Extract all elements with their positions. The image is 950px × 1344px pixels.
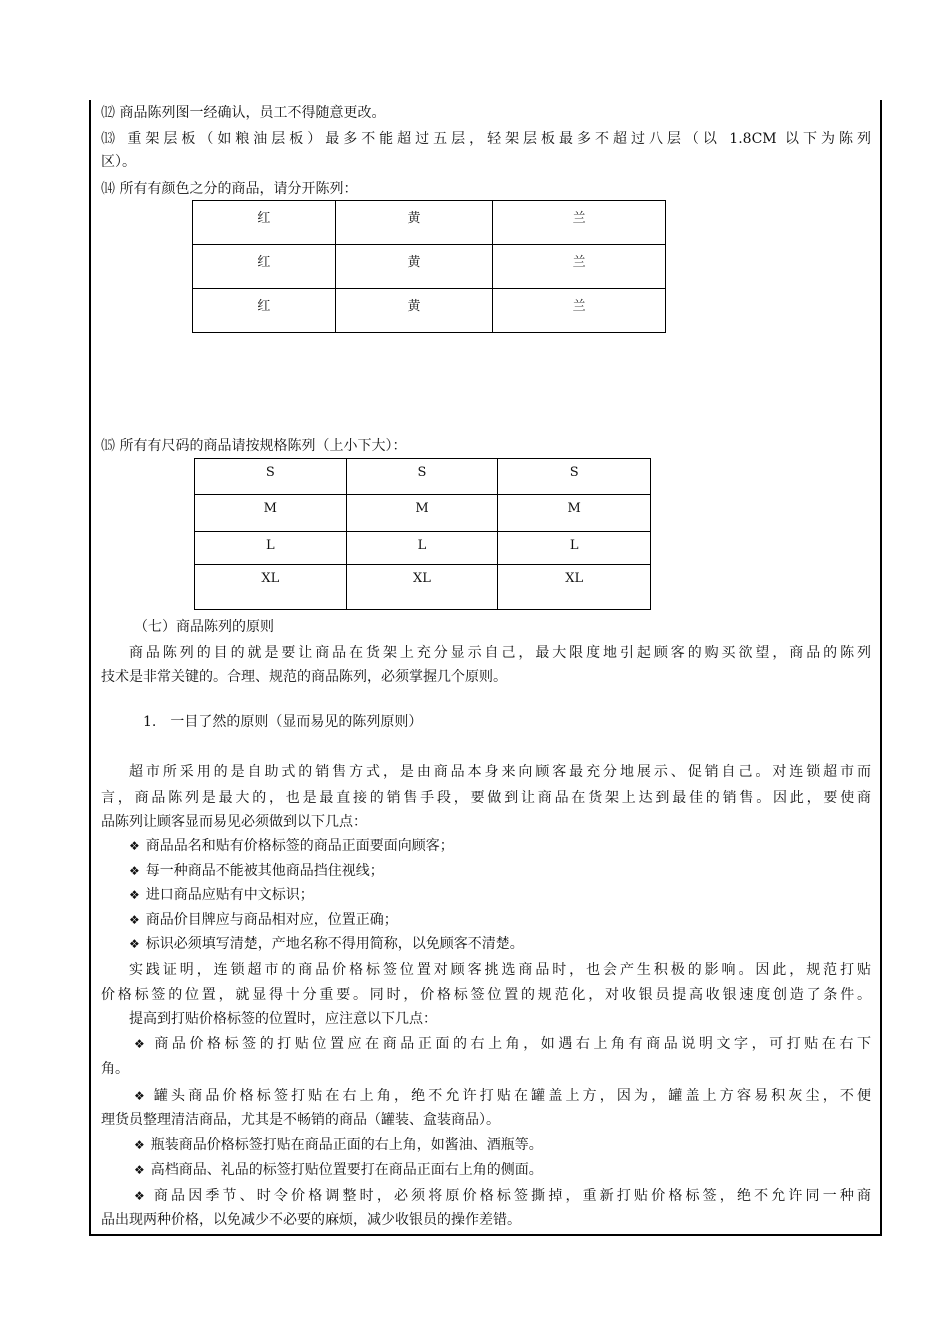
- table-cell: 红: [193, 201, 336, 245]
- document-frame: [89, 100, 882, 1236]
- item-15: ⒂ 所有有尺码的商品请按规格陈列（上小下大）：: [101, 438, 407, 454]
- table-cell: S: [498, 459, 651, 495]
- principle-1-para-line1: 超市所采用的是自助式的销售方式，是由商品本身来向顾客最充分地展示、促销自己。对连锁超市而: [129, 764, 871, 780]
- table-cell: L: [498, 532, 651, 565]
- note-3: [134, 1136, 871, 1154]
- table-row: [193, 289, 666, 333]
- principle-1-heading: 1. 一目了然的原则（显而易见的陈列原则）: [143, 714, 423, 730]
- note-2-line2: 理货员整理清洁商品，尤其是不畅销的商品（罐装、盒装商品）。: [101, 1112, 500, 1128]
- diamond-bullet-icon: ❖: [129, 864, 140, 878]
- item-12: ⑿ 商品陈列图一经确认，员工不得随意更改。: [101, 105, 386, 121]
- diamond-bullet-icon: ❖: [134, 1163, 145, 1177]
- color-table: [192, 200, 666, 333]
- note-2-line1: [134, 1087, 871, 1105]
- practice-line1: 实践证明，连锁超市的商品价格标签位置对顾客挑选商品时，也会产生积极的影响。因此，规范打贴: [129, 962, 871, 978]
- table-cell: 黄: [335, 201, 493, 245]
- practice-line2: 价格标签的位置，就显得十分重要。同时，价格标签位置的规范化，对收银员提高收银速度创造了条件。: [101, 987, 871, 1003]
- bullet-item: [129, 935, 871, 953]
- note-text: 商品因季节、时令价格调整时，必须将原价格标签撕掉，重新打贴价格标签，绝不允许同一种商: [153, 1188, 871, 1204]
- note-1-line1: [134, 1035, 871, 1053]
- table-row: [195, 565, 651, 610]
- note-text: 罐头商品价格标签打贴在右上角，绝不允许打贴在罐盖上方，因为，罐盖上方容易积灰尘，不便: [153, 1088, 871, 1104]
- bullet-item: [129, 862, 871, 880]
- table-row: [193, 245, 666, 289]
- note-4: [134, 1161, 871, 1179]
- size-table: [194, 458, 651, 610]
- bullet-item: [129, 911, 871, 929]
- table-cell: M: [346, 495, 498, 532]
- item-13-line2: 区）。: [101, 154, 136, 170]
- section-7-intro-line1: 商品陈列的目的就是要让商品在货架上充分显示自己，最大限度地引起顾客的购买欲望，商品的陈列: [129, 645, 871, 661]
- table-cell: S: [346, 459, 498, 495]
- bullet-item: [129, 886, 871, 904]
- note-5-line2: 品出现两种价格，以免减少不必要的麻烦，减少收银员的操作差错。: [101, 1212, 521, 1228]
- bullet-text: 商品价目牌应与商品相对应，位置正确；: [145, 912, 398, 928]
- table-cell: L: [346, 532, 498, 565]
- note-text: 高档商品、礼品的标签打贴位置要打在商品正面右上角的侧面。: [150, 1162, 543, 1178]
- table-cell: 兰: [493, 289, 666, 333]
- principle-1-para-line2: 言，商品陈列是最大的，也是最直接的销售手段，要做到让商品在货架上达到最佳的销售。因此，要使商: [101, 790, 871, 806]
- diamond-bullet-icon: ❖: [129, 888, 140, 902]
- bullet-text: 进口商品应贴有中文标识；: [145, 887, 314, 903]
- table-cell: XL: [195, 565, 347, 610]
- table-row: [195, 495, 651, 532]
- table-cell: XL: [346, 565, 498, 610]
- item-13-line1: ⒀ 重架层板（如粮油层板）最多不能超过五层，轻架层板最多不超过八层（以 1.8CM 以下为陈列: [101, 131, 871, 147]
- section-7-heading: （七）商品陈列的原则: [134, 619, 274, 635]
- diamond-bullet-icon: ❖: [134, 1189, 148, 1203]
- table-cell: 兰: [493, 201, 666, 245]
- table-cell: 兰: [493, 245, 666, 289]
- table-cell: 红: [193, 245, 336, 289]
- table-cell: M: [498, 495, 651, 532]
- table-cell: L: [195, 532, 347, 565]
- table-cell: 红: [193, 289, 336, 333]
- item-14: ⒁ 所有有颜色之分的商品，请分开陈列：: [101, 181, 358, 197]
- note-text: 瓶装商品价格标签打贴在商品正面的右上角，如酱油、酒瓶等。: [150, 1137, 543, 1153]
- notes-intro: 提高到打贴价格标签的位置时，应注意以下几点：: [129, 1011, 437, 1027]
- section-7-intro-line2: 技术是非常关键的。合理、规范的商品陈列，必须掌握几个原则。: [101, 669, 507, 685]
- note-text: 商品价格标签的打贴位置应在商品正面的右上角，如遇右上角有商品说明文字，可打贴在右下: [154, 1036, 871, 1052]
- diamond-bullet-icon: ❖: [129, 937, 140, 951]
- bullet-item: [129, 837, 871, 855]
- diamond-bullet-icon: ❖: [134, 1089, 148, 1103]
- table-row: [195, 532, 651, 565]
- principle-1-para-line3: 品陈列让顾客显而易见必须做到以下几点：: [101, 814, 367, 830]
- table-cell: 黄: [335, 289, 493, 333]
- table-cell: 黄: [335, 245, 493, 289]
- bullet-text: 每一种商品不能被其他商品挡住视线；: [145, 863, 384, 879]
- diamond-bullet-icon: ❖: [129, 839, 140, 853]
- table-row: [195, 459, 651, 495]
- diamond-bullet-icon: ❖: [129, 913, 140, 927]
- bullet-text: 标识必须填写清楚，产地名称不得用简称，以免顾客不清楚。: [145, 936, 524, 952]
- table-row: [193, 201, 666, 245]
- note-5-line1: [134, 1187, 871, 1205]
- table-cell: M: [195, 495, 347, 532]
- table-cell: S: [195, 459, 347, 495]
- diamond-bullet-icon: ❖: [134, 1037, 149, 1051]
- table-cell: XL: [498, 565, 651, 610]
- bullet-text: 商品品名和贴有价格标签的商品正面要面向顾客；: [145, 838, 454, 854]
- note-1-line2: 角。: [101, 1061, 129, 1077]
- diamond-bullet-icon: ❖: [134, 1138, 145, 1152]
